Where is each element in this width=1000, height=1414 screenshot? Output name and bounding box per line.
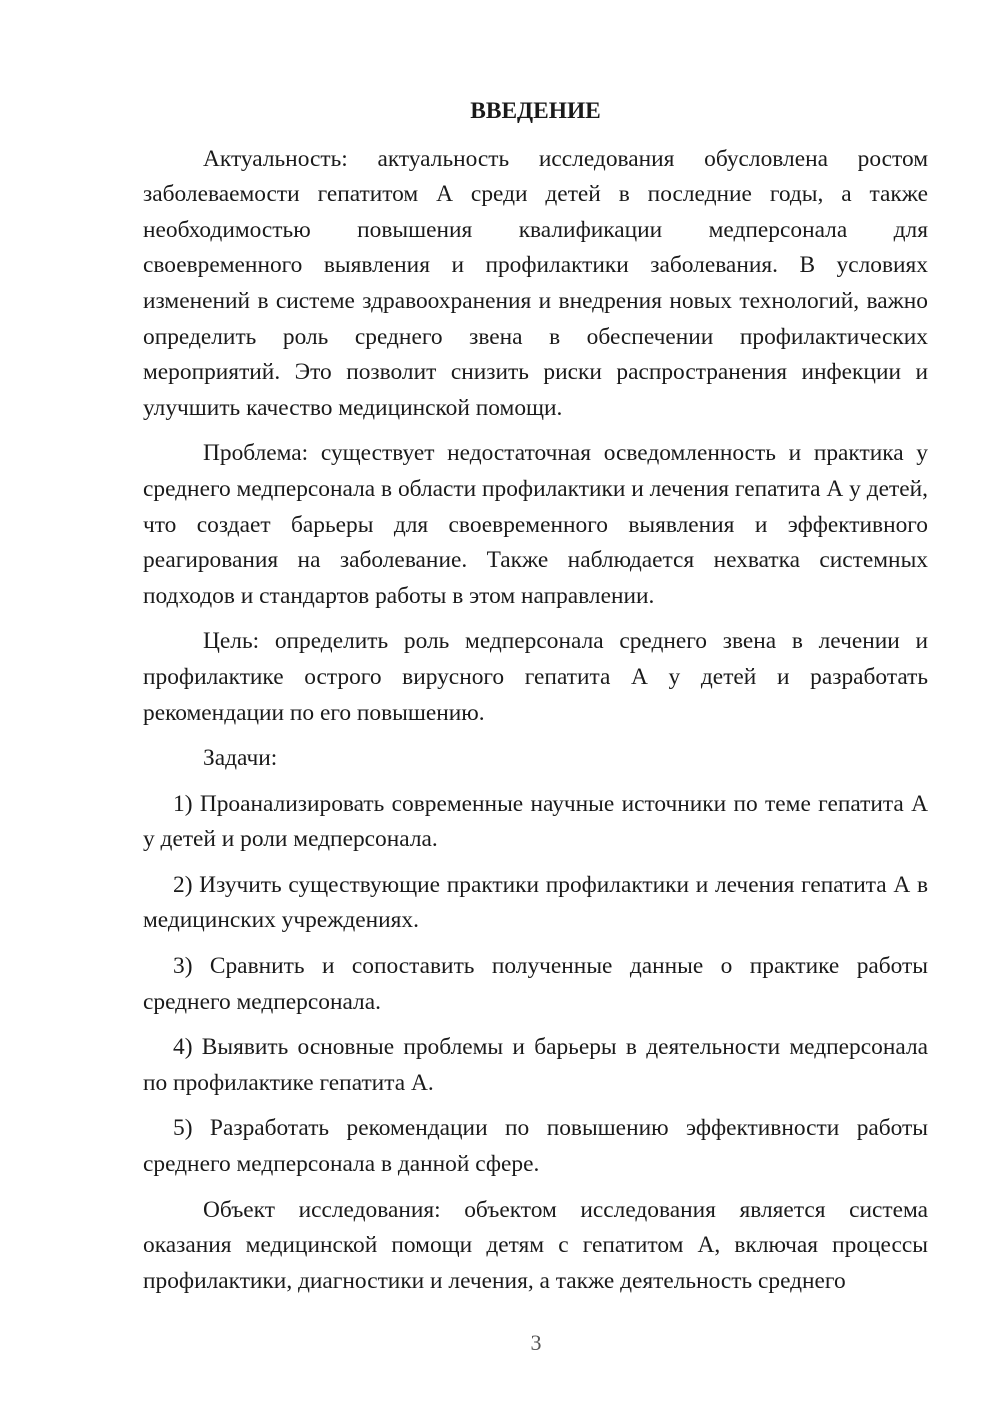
paragraph-problem: Проблема: существует недостаточная осведомленность и практика у среднего медперсонала в области профилактики и лечения гепатита А у детей, что создает барьеры для своевременного выявления и эффективного реагирования на заболевание. Также наблюдается нехватка системных подходов и стандартов работы в этом направлении. (143, 440, 928, 609)
task-item-3: 3) Сравнить и сопоставить полученные данные о практике работы среднего медперсонала. (143, 953, 928, 1015)
page-content (143, 94, 928, 1309)
task-item-4: 4) Выявить основные проблемы и барьеры в деятельности медперсонала по профилактике гепатита А. (143, 1034, 928, 1096)
task-item-5: 5) Разработать рекомендации по повышению эффективности работы среднего медперсонала в данной сфере. (143, 1115, 928, 1178)
paragraph-object: Объект исследования: объектом исследования является система оказания медицинской помощи детям с гепатитом А, включая процессы профилактики, диагностики и лечения, а также деятельность среднего (143, 1196, 928, 1294)
section-title: ВВЕДЕНИЕ (470, 98, 601, 124)
tasks-label: Задачи: (203, 745, 278, 772)
page-number: 3 (530, 1330, 542, 1355)
paragraph-relevance: Актуальность: актуальность исследования обусловлена ростом заболеваемости гепатитом А среди детей в последние годы, а также необходимостью повышения квалификации медперсонала для своевременного выявления и профилактики заболевания. В условиях изменений в системе здравоохранения и внедрения новых технологий, важно определить роль среднего звена в обеспечении профилактических мероприятий. Это позволит снизить риски распространения инфекции и улучшить качество медицинской помощи. (143, 145, 928, 421)
task-item-1: 1) Проанализировать современные научные источники по теме гепатита А у детей и роли медперсонала. (143, 790, 928, 853)
paragraph-goal: Цель: определить роль медперсонала среднего звена в лечении и профилактике острого вирусного гепатита А у детей и разработать рекомендации по его повышению. (143, 628, 928, 726)
task-item-2: 2) Изучить существующие практики профилактики и лечения гепатита А в медицинских учреждениях. (143, 871, 928, 934)
